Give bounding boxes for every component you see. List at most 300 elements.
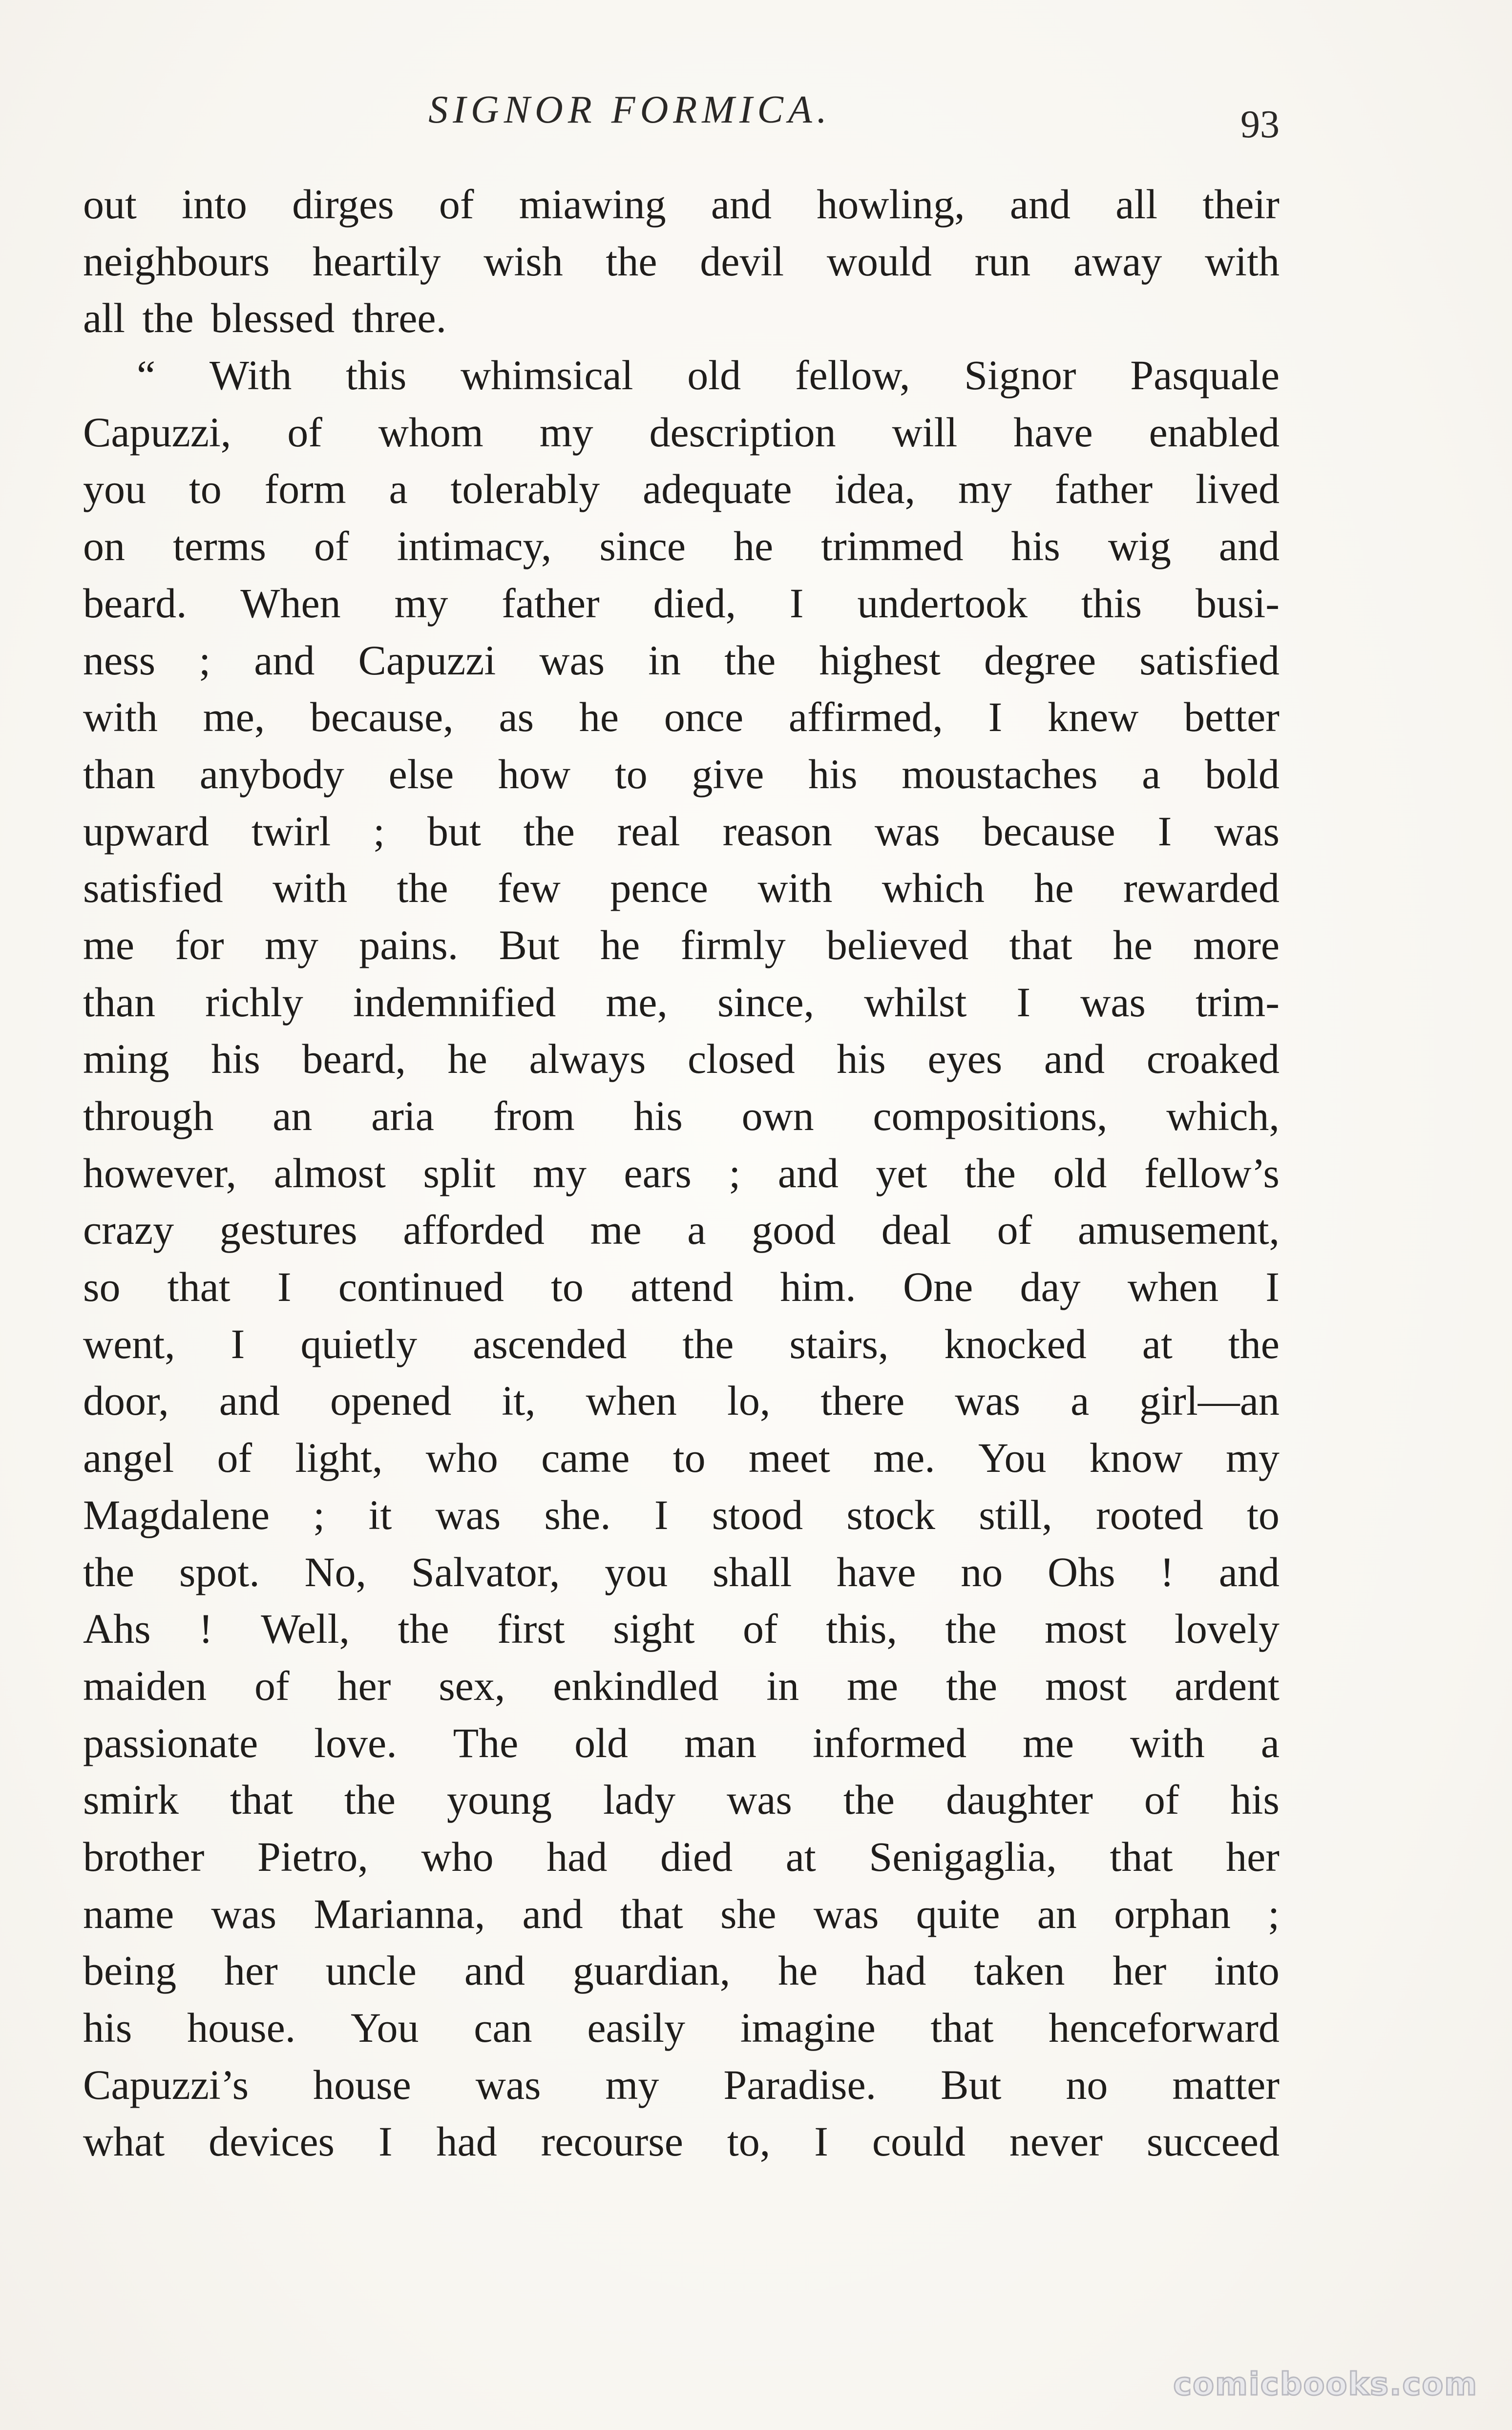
word: that — [1009, 921, 1072, 968]
word: was — [727, 1776, 792, 1823]
word: father — [502, 579, 600, 627]
word: quite — [916, 1890, 1000, 1937]
word: his — [1230, 1776, 1280, 1823]
word: enabled — [1149, 408, 1280, 456]
word: to — [551, 1263, 584, 1311]
word: than — [83, 978, 156, 1026]
word: ! — [199, 1605, 213, 1653]
word: young — [447, 1776, 552, 1823]
word: through — [83, 1092, 214, 1139]
word: Capuzzi’s — [83, 2061, 249, 2108]
word: house. — [187, 2004, 296, 2051]
word: stairs, — [789, 1320, 889, 1367]
word: brother — [83, 1833, 205, 1880]
word: I — [1016, 978, 1031, 1026]
word: I — [789, 579, 804, 627]
word: maiden — [83, 1662, 207, 1709]
word: in — [766, 1662, 799, 1709]
word: I — [378, 2118, 393, 2165]
word: henceforward — [1049, 2004, 1280, 2051]
word: croaked — [1146, 1035, 1280, 1083]
word: had — [546, 1833, 608, 1880]
word: have — [837, 1548, 916, 1595]
word: there — [820, 1377, 905, 1424]
word: miawing — [519, 181, 666, 228]
word: upward — [83, 807, 209, 855]
word: ming — [83, 1035, 169, 1083]
word: this — [346, 352, 407, 399]
word: was — [539, 636, 605, 684]
word: a — [687, 1206, 706, 1254]
word: But — [941, 2061, 1002, 2108]
word: day — [1020, 1263, 1081, 1311]
text-line — [83, 1715, 1280, 1772]
word: and — [1218, 1548, 1280, 1595]
word: it, — [502, 1377, 536, 1424]
word: imagine — [740, 2004, 876, 2051]
word: with — [273, 864, 347, 912]
word: undertook — [857, 579, 1028, 627]
word: his — [1011, 523, 1060, 570]
word: enkindled — [553, 1662, 719, 1709]
word: went, — [83, 1320, 175, 1367]
word: you — [605, 1548, 668, 1595]
word: always — [529, 1035, 646, 1083]
word: was — [1080, 978, 1146, 1026]
word: else — [388, 750, 454, 797]
word: adequate — [642, 465, 792, 513]
text-line — [83, 1258, 1280, 1316]
word: most — [1045, 1605, 1127, 1653]
word: their — [1202, 181, 1280, 228]
word: opened — [330, 1377, 452, 1424]
word: was — [211, 1890, 277, 1937]
word: and — [464, 1947, 525, 1994]
word: door, — [83, 1377, 169, 1424]
word: twirl — [251, 807, 331, 855]
word: rooted — [1096, 1491, 1203, 1538]
word: richly — [205, 978, 303, 1026]
word: a — [389, 465, 408, 513]
word: neighbours — [83, 237, 270, 285]
word: guardian, — [572, 1947, 731, 1994]
word: real — [617, 807, 680, 855]
word: satisfied — [83, 864, 223, 912]
word: of — [287, 408, 322, 456]
word: ! — [1160, 1548, 1174, 1595]
word: Magdalene — [83, 1491, 270, 1538]
word: and — [1218, 523, 1280, 570]
word: on — [83, 523, 125, 570]
word: he — [447, 1035, 487, 1083]
word: “ — [137, 352, 156, 399]
word: and — [522, 1890, 583, 1937]
word: me — [590, 1206, 642, 1254]
word: to — [189, 465, 222, 513]
word: of — [217, 1434, 252, 1482]
text-line — [83, 1201, 1280, 1258]
word: than — [83, 750, 156, 797]
text-line — [83, 1999, 1280, 2056]
word: his — [808, 750, 858, 797]
word: knocked — [944, 1320, 1087, 1367]
word: devil — [700, 237, 784, 285]
word: sex, — [439, 1662, 505, 1709]
word: meet — [748, 1434, 830, 1482]
word: him. — [780, 1263, 856, 1311]
word: orphan — [1114, 1890, 1231, 1937]
word: of — [314, 523, 349, 570]
word: stood — [712, 1491, 803, 1538]
word: he — [734, 523, 774, 570]
text-line — [83, 2056, 1280, 2114]
word: When — [240, 579, 341, 627]
word: that — [1110, 1833, 1173, 1880]
word: of — [997, 1206, 1032, 1254]
word: who — [421, 1833, 494, 1880]
word: the — [83, 1548, 135, 1595]
text-line — [83, 1544, 1280, 1601]
word: my — [539, 408, 593, 456]
word: pains. — [359, 921, 459, 968]
word: whilst — [864, 978, 967, 1026]
word: crazy — [83, 1206, 174, 1254]
word: I — [814, 2118, 828, 2165]
word: which, — [1166, 1092, 1280, 1139]
text-line — [83, 859, 1280, 917]
word: daughter — [945, 1776, 1093, 1823]
word: the — [843, 1776, 895, 1823]
word: me — [847, 1662, 899, 1709]
word: was — [813, 1890, 879, 1937]
word: heartily — [312, 237, 441, 285]
word: that — [930, 2004, 994, 2051]
word: aria — [371, 1092, 434, 1139]
word: ears — [624, 1149, 692, 1196]
word: that — [230, 1776, 293, 1823]
word: beard. — [83, 579, 187, 627]
word: succeed — [1146, 2118, 1280, 2165]
word: anybody — [199, 750, 344, 797]
word: the — [397, 864, 448, 912]
word: however, — [83, 1149, 237, 1196]
word: easily — [587, 2004, 685, 2051]
word: You — [351, 2004, 419, 2051]
word: can — [474, 2004, 532, 2051]
word: girl—an — [1139, 1377, 1280, 1424]
word: the — [523, 807, 575, 855]
word: sight — [613, 1605, 695, 1653]
word: and — [254, 636, 315, 684]
word: the — [964, 1149, 1016, 1196]
word: ; — [373, 807, 385, 855]
word: tolerably — [450, 465, 600, 513]
word: devices — [209, 2118, 335, 2165]
word: first — [497, 1605, 565, 1653]
word: father — [1054, 465, 1153, 513]
word: at — [785, 1833, 816, 1880]
running-title: SIGNOR FORMICA. — [428, 88, 832, 131]
word: his — [211, 1035, 260, 1083]
text-line — [83, 1316, 1280, 1373]
word: and — [1044, 1035, 1105, 1083]
word: away — [1073, 237, 1162, 285]
word: you — [83, 465, 146, 513]
word: knew — [1048, 693, 1139, 741]
text-line — [83, 404, 1280, 461]
word: Ahs — [83, 1605, 151, 1653]
word: had — [865, 1947, 926, 1994]
word: when — [1127, 1263, 1219, 1311]
word: Capuzzi, — [83, 408, 231, 456]
word: more — [1193, 921, 1280, 968]
word: yet — [876, 1149, 927, 1196]
page-number: 93 — [1240, 103, 1280, 146]
word: One — [903, 1263, 973, 1311]
word: wig — [1108, 523, 1171, 570]
word: since — [599, 523, 686, 570]
word: good — [752, 1206, 836, 1254]
word: compositions, — [873, 1092, 1108, 1139]
word: Paradise. — [723, 2061, 877, 2108]
word: I — [277, 1263, 292, 1311]
text-line — [83, 461, 1280, 518]
word: trimmed — [821, 523, 964, 570]
word: will — [892, 408, 958, 456]
text-line — [83, 1828, 1280, 1885]
word: came — [541, 1434, 630, 1482]
word: was — [1214, 807, 1280, 855]
word: the — [1228, 1320, 1280, 1367]
word: my — [264, 921, 318, 968]
word: when — [586, 1377, 677, 1424]
text-line — [83, 1771, 1280, 1828]
word: I — [1265, 1263, 1280, 1311]
word: ; — [1268, 1890, 1280, 1937]
word: the — [682, 1320, 734, 1367]
word: she — [720, 1890, 777, 1937]
word: moustaches — [902, 750, 1098, 797]
word: You — [978, 1434, 1047, 1482]
word: light, — [295, 1434, 383, 1482]
text-line — [83, 803, 1280, 860]
word: his — [83, 2004, 132, 2051]
word: degree — [984, 636, 1096, 684]
word: because — [982, 807, 1115, 855]
word: to — [672, 1434, 706, 1482]
word: his — [633, 1092, 683, 1139]
word: would — [826, 237, 932, 285]
word: and — [219, 1377, 280, 1424]
word: died — [660, 1833, 733, 1880]
word: was — [955, 1377, 1021, 1424]
text-line — [83, 518, 1280, 575]
text-line — [83, 1088, 1280, 1145]
word: an — [273, 1092, 313, 1139]
text-line — [83, 632, 1280, 689]
word: my — [605, 2061, 659, 2108]
word: intimacy, — [397, 523, 552, 570]
word: lovely — [1174, 1605, 1280, 1653]
word: run — [974, 237, 1031, 285]
word: who — [425, 1434, 498, 1482]
running-head — [0, 88, 1512, 146]
body-text — [83, 176, 1280, 2170]
word: highest — [819, 636, 941, 684]
word: trim- — [1195, 978, 1280, 1026]
word: and — [777, 1149, 839, 1196]
word: was — [475, 2061, 541, 2108]
word: closed — [688, 1035, 795, 1083]
word: matter — [1172, 2061, 1280, 2108]
word: few — [498, 864, 561, 912]
word: shall — [712, 1548, 792, 1595]
word: me, — [203, 693, 265, 741]
word: he — [1113, 921, 1153, 968]
word: Senigaglia, — [869, 1833, 1057, 1880]
word: being — [83, 1947, 177, 1994]
word: split — [423, 1149, 496, 1196]
word: to — [1246, 1491, 1280, 1538]
word: stock — [846, 1491, 935, 1538]
word: the — [945, 1605, 997, 1653]
word: whom — [378, 408, 483, 456]
word: he — [579, 693, 619, 741]
word: his — [837, 1035, 886, 1083]
word: and — [711, 181, 772, 228]
word: busi- — [1195, 579, 1280, 627]
word: had — [436, 2118, 497, 2165]
word: at — [1142, 1320, 1173, 1367]
word: into — [182, 181, 247, 228]
watermark: comicbooks.com — [1173, 2367, 1478, 2403]
word: deal — [881, 1206, 951, 1254]
word: what — [83, 2118, 165, 2165]
word: I — [231, 1320, 245, 1367]
word: fellow’s — [1144, 1149, 1280, 1196]
word: own — [741, 1092, 814, 1139]
word: I — [654, 1491, 669, 1538]
word: a — [1260, 1719, 1280, 1766]
word: which — [882, 864, 985, 912]
text-line — [83, 347, 1280, 404]
word: a — [1071, 1377, 1090, 1424]
word: continued — [338, 1263, 504, 1311]
word: her — [337, 1662, 391, 1709]
word: taken — [974, 1947, 1065, 1994]
word: me, — [606, 978, 668, 1026]
word: angel — [83, 1434, 174, 1482]
word: uncle — [325, 1947, 417, 1994]
word: into — [1214, 1947, 1280, 1994]
text-line — [83, 1600, 1280, 1657]
word: name — [83, 1890, 174, 1937]
word: but — [427, 807, 481, 855]
word: dirges — [292, 181, 394, 228]
word: still, — [979, 1491, 1052, 1538]
word: me. — [873, 1434, 935, 1482]
word: that — [167, 1263, 231, 1311]
text-line — [83, 1030, 1280, 1088]
word: informed — [812, 1719, 967, 1766]
word: of — [743, 1605, 778, 1653]
word: Salvator, — [411, 1548, 560, 1595]
text-line — [83, 1885, 1280, 1943]
word: I — [988, 693, 1003, 741]
word: since, — [717, 978, 815, 1026]
text-line — [83, 917, 1280, 974]
word: the — [398, 1605, 449, 1653]
word: recourse — [541, 2118, 683, 2165]
word: attend — [630, 1263, 734, 1311]
word: affirmed, — [788, 693, 943, 741]
word: beard, — [302, 1035, 406, 1083]
word: ardent — [1175, 1662, 1280, 1709]
word: it — [368, 1491, 392, 1538]
word: Ohs — [1048, 1548, 1115, 1595]
word: amusement, — [1077, 1206, 1280, 1254]
word: better — [1184, 693, 1280, 741]
word: her — [1113, 1947, 1167, 1994]
word: man — [684, 1719, 757, 1766]
word: my — [1226, 1434, 1280, 1482]
word: he — [600, 921, 640, 968]
word: terms — [172, 523, 267, 570]
word: Capuzzi — [358, 636, 496, 684]
word: in — [648, 636, 681, 684]
text-line — [83, 1429, 1280, 1487]
word: me — [83, 921, 135, 968]
word: Pasquale — [1130, 352, 1280, 399]
word: with — [83, 693, 158, 741]
word: once — [664, 693, 744, 741]
word: have — [1013, 408, 1093, 456]
word: Well, — [261, 1605, 350, 1653]
text-line — [83, 746, 1280, 803]
word: that — [620, 1890, 683, 1937]
word: lady — [603, 1776, 676, 1823]
word: of — [1144, 1776, 1179, 1823]
text-line — [83, 1942, 1280, 1999]
word: quietly — [300, 1320, 418, 1367]
word: indemnified — [353, 978, 556, 1026]
word: reason — [722, 807, 833, 855]
word: rewarded — [1123, 864, 1280, 912]
word: ; — [199, 636, 211, 684]
text-line — [83, 1657, 1280, 1715]
word: almost — [273, 1149, 386, 1196]
text-line — [83, 575, 1280, 632]
word: satisfied — [1139, 636, 1280, 684]
word: smirk — [83, 1776, 179, 1823]
word: I — [1157, 807, 1172, 855]
word: he — [778, 1947, 818, 1994]
word: ; — [729, 1149, 741, 1196]
word: she. — [544, 1491, 611, 1538]
word: Signor — [964, 352, 1076, 399]
word: could — [872, 2118, 966, 2165]
text-line — [83, 1372, 1280, 1429]
text-line — [83, 1145, 1280, 1202]
word: spot. — [179, 1548, 260, 1595]
word: her — [224, 1947, 278, 1994]
word: with — [757, 864, 833, 912]
word: the — [724, 636, 776, 684]
word: love. — [314, 1719, 397, 1766]
word: my — [958, 465, 1012, 513]
word: to, — [727, 2118, 771, 2165]
text-line — [83, 689, 1280, 746]
